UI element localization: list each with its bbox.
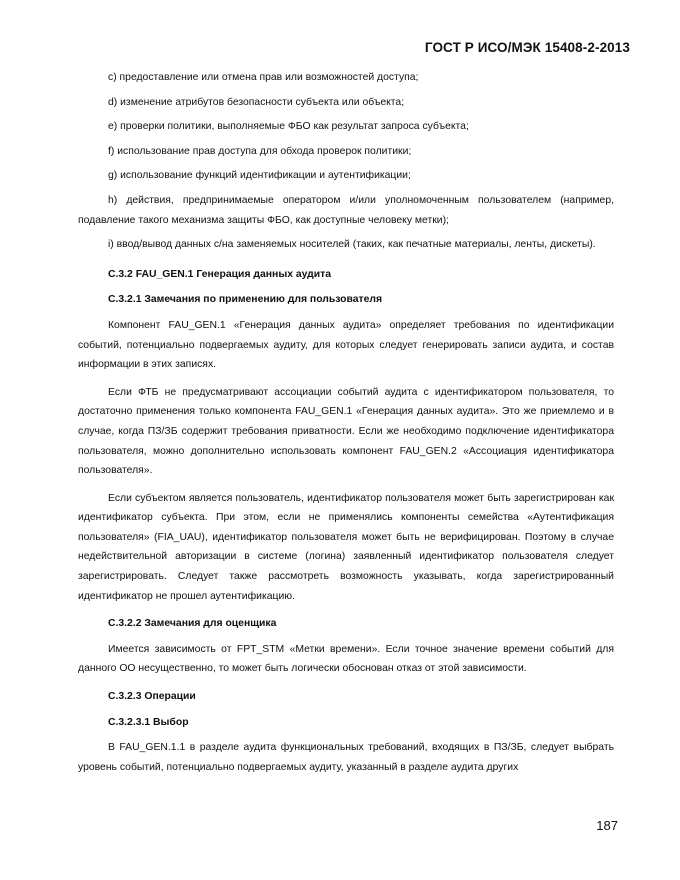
section-heading-c321: C.3.2.1 Замечания по применению для пользователя	[108, 294, 383, 306]
section-heading-c323: C.3.2.3 Операции	[108, 691, 196, 703]
paragraph: Компонент FAU_GEN.1 «Генерация данных аудита» определяет требования по идентификации событий, потенциально подвергаемых аудиту, для которых следует генерировать записи аудита, и состав информации в этих записях.	[78, 319, 614, 371]
paragraph: Если субъектом является пользователь, идентификатор пользователя может быть зарегистрирован как идентификатор субъекта. При этом, если не применялись компоненты семейства «Аутентификация пользователя» (FIA_UAU), идентификатор пользователя может быть не верифицирован. Поэтому в случае недействительной авторизации в системе (логина) заявленный идентификатор пользователя следует зарегистрировать. Следует также рассмотреть возможность указывать, когда зарегистрированный идентификатор не прошел аутентификацию.	[78, 492, 614, 602]
page-content	[78, 68, 614, 785]
document-header: ГОСТ Р ИСО/МЭК 15408-2-2013	[424, 40, 630, 55]
list-item: c) предоставление или отмена прав или возможностей доступа;	[108, 72, 419, 83]
section-heading-c32: C.3.2 FAU_GEN.1 Генерация данных аудита	[108, 268, 332, 280]
page-number: 187	[596, 818, 618, 833]
list-item: g) использование функций идентификации и аутентификации;	[108, 170, 411, 182]
list-item: i) ввод/вывод данных с/на заменяемых носителей (таких, как печатные материалы, ленты, дискеты).	[108, 239, 596, 251]
list-item: d) изменение атрибутов безопасности субъекта или объекта;	[108, 96, 405, 108]
list-item: h) действия, предпринимаемые оператором и/или уполномоченным пользователем (например, подавление такого механизма защиты ФБО, как доступные человеку метки);	[78, 194, 614, 226]
paragraph: В FAU_GEN.1.1 в разделе аудита функциональных требований, входящих в ПЗ/ЗБ, следует выбрать уровень событий, потенциально подвергаемых аудиту, указанный в разделе аудита других	[78, 742, 614, 773]
list-item: f) использование прав доступа для обхода проверок политики;	[108, 145, 412, 157]
paragraph: Если ФТБ не предусматривают ассоциации событий аудита с идентификатором пользователя, то достаточно применения только компонента FAU_GEN.1 «Генерация данных аудита». Это же приемлемо и в случае, когда ПЗ/ЗБ содержит требования приватности. Если же необходимо подключение идентификатора пользователя, можно дополнительно использовать компонент FAU_GEN.2 «Ассоциация идентификатора пользователя».	[78, 386, 614, 477]
paragraph: Имеется зависимость от FPT_STM «Метки времени». Если точное значение времени событий для данного ОО несущественно, то может быть логически обоснован отказ от этой зависимости.	[78, 643, 614, 675]
section-heading-c3231: C.3.2.3.1 Выбор	[108, 716, 189, 728]
section-heading-c322: C.3.2.2 Замечания для оценщика	[108, 618, 277, 630]
list-item: e) проверки политики, выполняемые ФБО как результат запроса субъекта;	[108, 121, 469, 133]
